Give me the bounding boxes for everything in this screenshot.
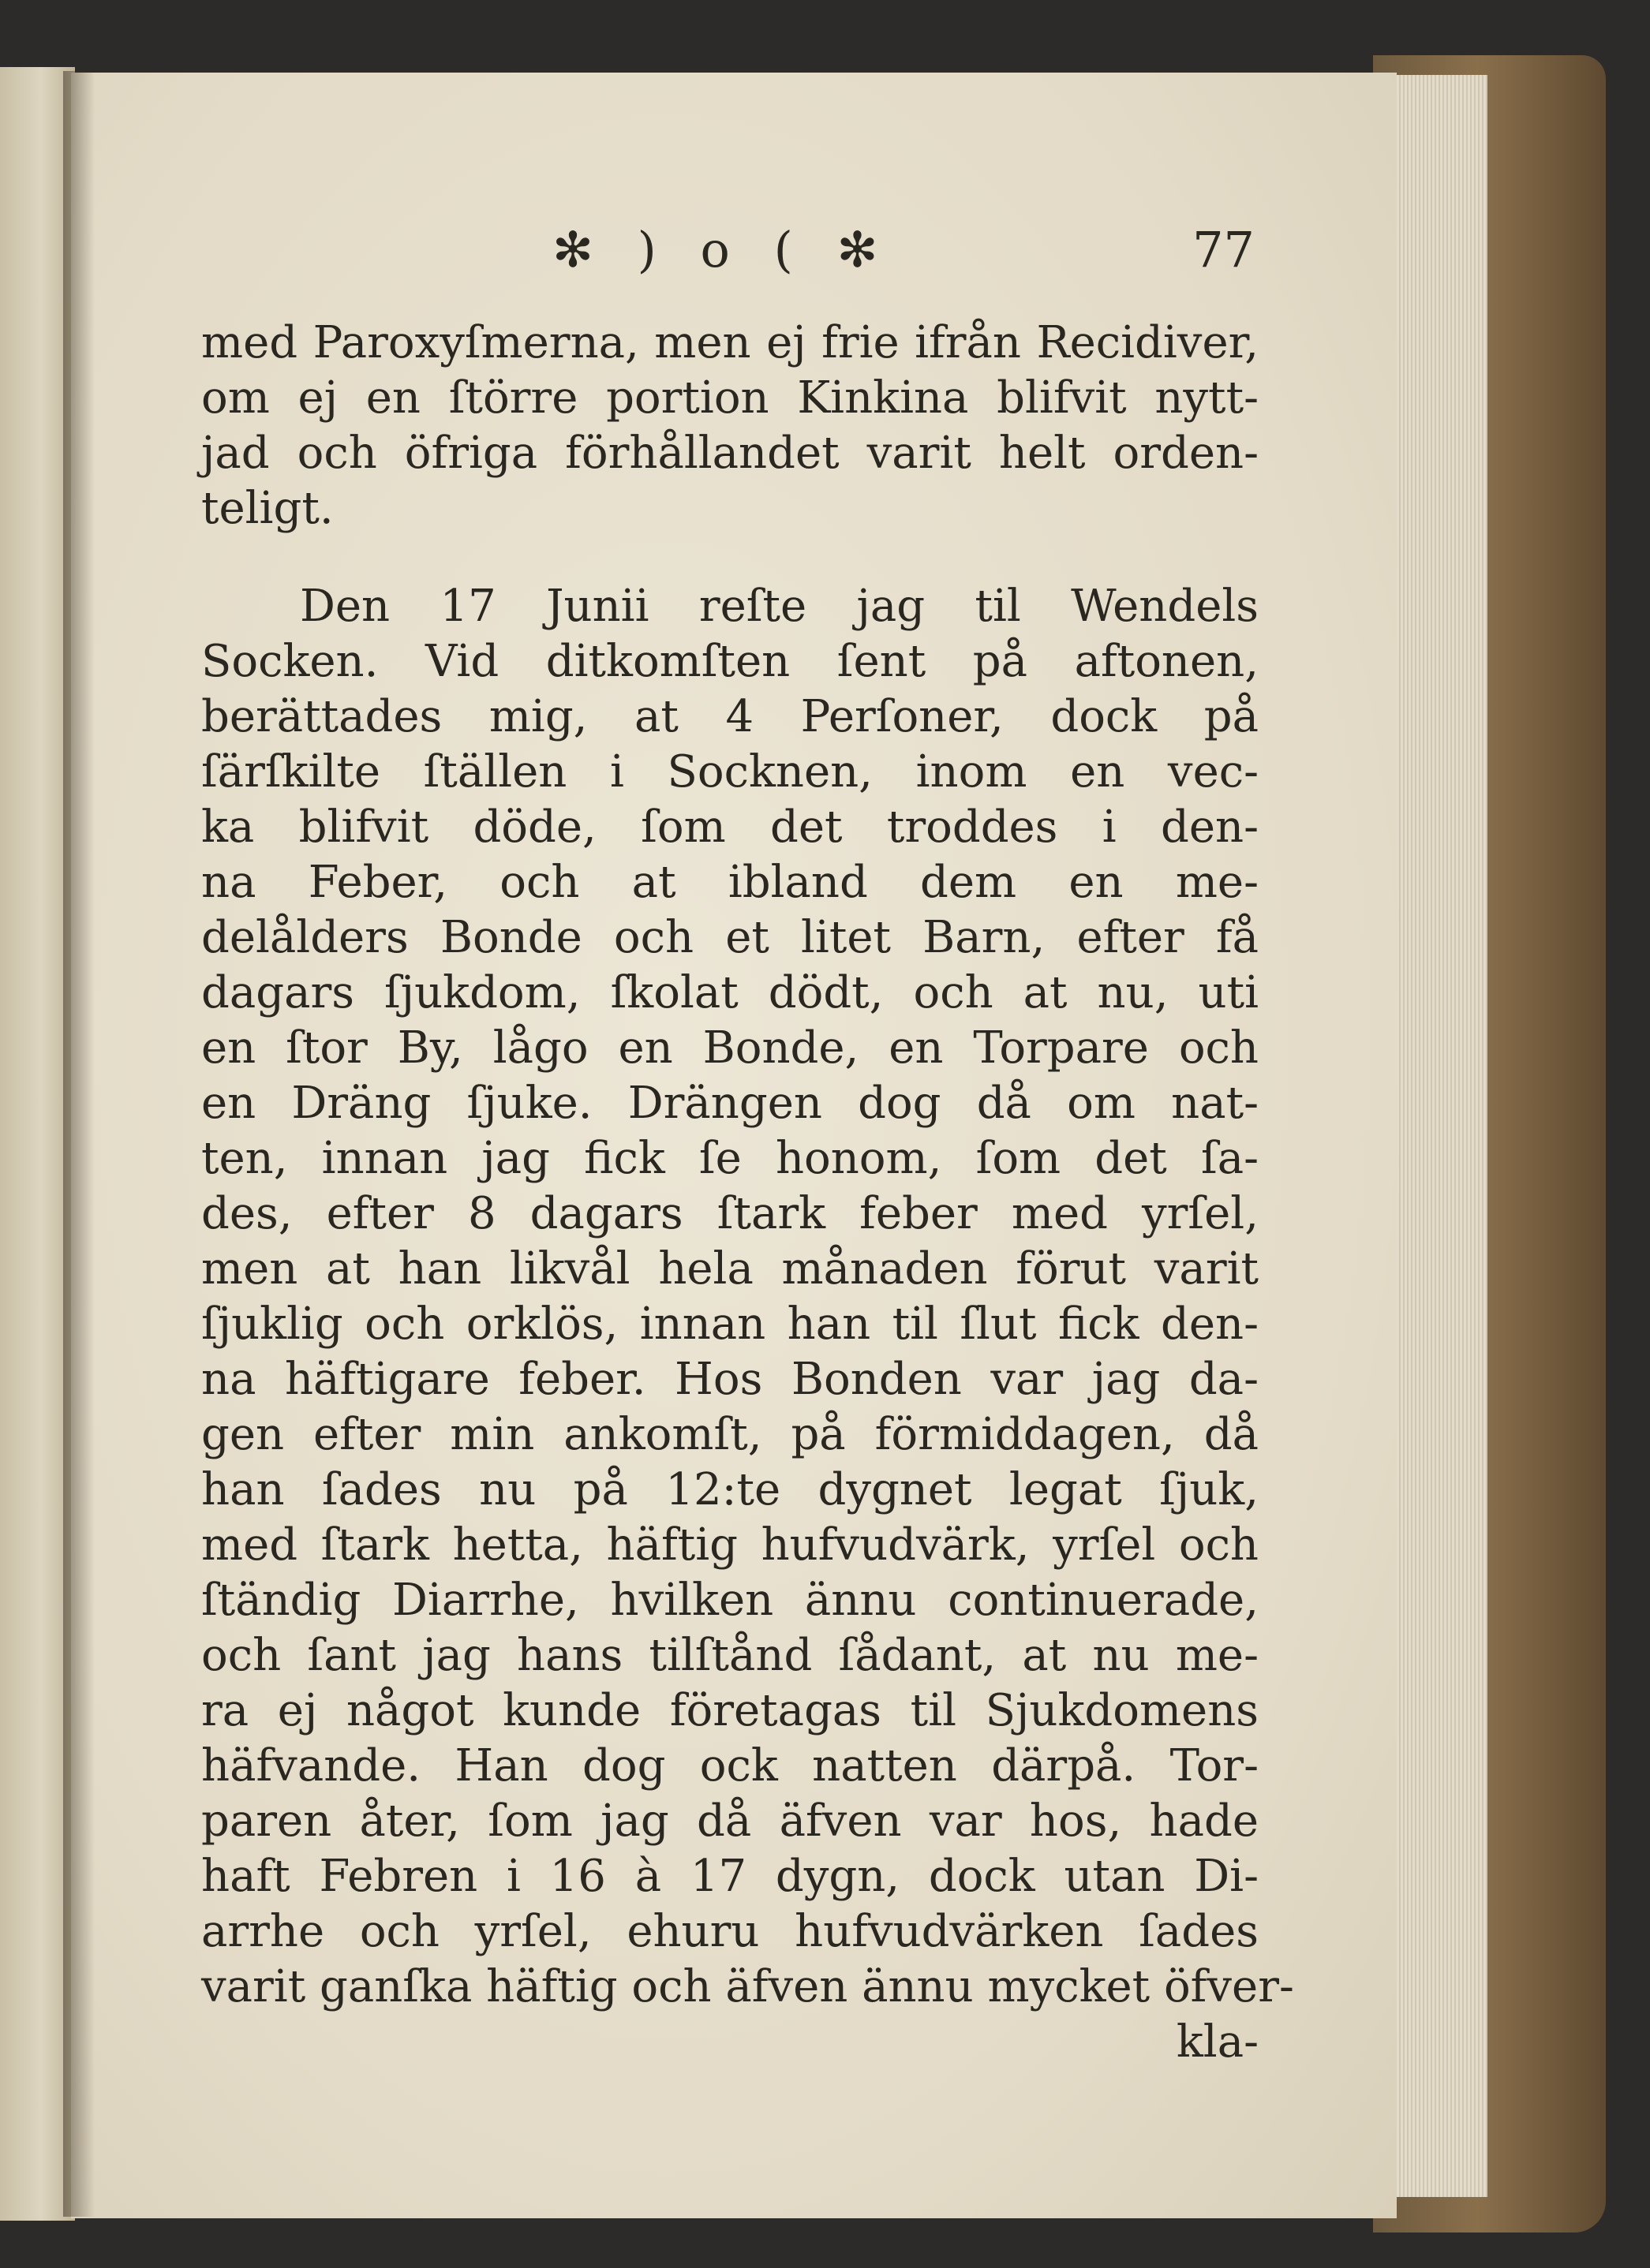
text-line: men at han likvål hela månaden förut varit xyxy=(201,1243,1259,1295)
text-line: om ej en ſtörre portion Kinkina blifvit nytt- xyxy=(201,372,1259,424)
page-block-edges xyxy=(1385,75,1487,2197)
text-line: arrhe och yrſel, ehuru hufvudvärken ſades xyxy=(201,1906,1259,1957)
text-line: en Dräng ſjuke. Drängen dog då om nat- xyxy=(201,1078,1259,1129)
text-line: ſjuklig och orklös, innan han til ſlut fick den- xyxy=(201,1298,1259,1350)
text-line: paren åter, ſom jag då äfven var hos, hade xyxy=(201,1795,1259,1847)
text-line: ra ej något kunde företagas til Sjukdomens xyxy=(201,1685,1259,1736)
text-line: häfvande. Han dog ock natten därpå. Tor- xyxy=(201,1740,1259,1792)
text-line: dagars ſjukdom, ſkolat dödt, och at nu, uti xyxy=(201,967,1259,1018)
page-header xyxy=(481,221,1255,292)
text-line: han ſades nu på 12:te dygnet legat ſjuk, xyxy=(201,1464,1259,1515)
book-page xyxy=(71,73,1397,2218)
text-line: med Paroxyſmerna, men ej frie ifrån Recidiver, xyxy=(201,317,1259,368)
text-line: na Feber, och at ibland dem en me- xyxy=(201,857,1259,908)
page-gutter-shadow xyxy=(63,71,95,2217)
text-line: varit ganſka häftig och äfven ännu mycket öfver- xyxy=(201,1961,1294,2012)
text-line: med ſtark hetta, häftig hufvudvärk, yrſel och xyxy=(201,1519,1259,1571)
text-line: des, efter 8 dagars ſtark feber med yrſel, xyxy=(201,1188,1259,1239)
text-line: ten, innan jag fick ſe honom, ſom det ſa- xyxy=(201,1133,1259,1184)
text-line: Socken. Vid ditkomſten ſent på aftonen, xyxy=(201,636,1259,687)
text-line: na häftigare feber. Hos Bonden var jag da- xyxy=(201,1354,1259,1405)
text-line: gen efter min ankomſt, på förmiddagen, då xyxy=(201,1409,1259,1460)
text-line: berättades mig, at 4 Perſoner, dock på xyxy=(201,691,1259,742)
text-line: och ſant jag hans tilſtånd ſådant, at nu me- xyxy=(201,1630,1259,1681)
running-head: ✻ ) o ( ✻ xyxy=(552,221,892,278)
text-line: haft Febren i 16 à 17 dygn, dock utan Di- xyxy=(201,1851,1259,1902)
text-line: teligt. xyxy=(201,483,334,534)
text-line: ka blifvit döde, ſom det troddes i den- xyxy=(201,801,1259,853)
text-line: delålders Bonde och et litet Barn, efter få xyxy=(201,912,1259,963)
text-line: ſtändig Diarrhe, hvilken ännu continuerade, xyxy=(201,1575,1259,1626)
text-line: en ſtor By, lågo en Bonde, en Torpare och xyxy=(201,1022,1259,1074)
text-line: ſärſkilte ſtällen i Socknen, inom en vec- xyxy=(201,746,1259,798)
catchword: kla- xyxy=(1176,2016,1259,2068)
text-line: jad och öfriga förhållandet varit helt orden- xyxy=(201,428,1259,479)
text-line: Den 17 Junii reſte jag til Wendels xyxy=(300,581,1259,632)
page-number: 77 xyxy=(1192,221,1255,278)
